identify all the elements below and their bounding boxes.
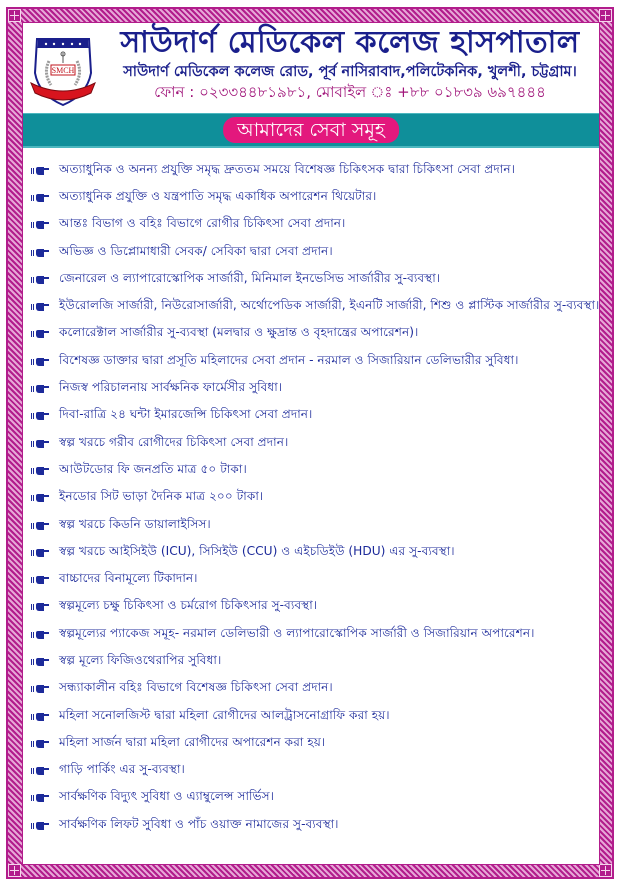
service-item: মহিলা সনোলজিস্ট দ্বারা মহিলা রোগীদের আলট্রাসনোগ্রাফি করা হয়। xyxy=(23,703,599,730)
section-heading-band xyxy=(23,113,599,148)
service-item: স্বল্প খরচে আইসিইউ (ICU), সিসিইউ (CCU) ও এইচডিইউ (HDU) এর সু-ব্যবস্থা। xyxy=(23,539,599,566)
hospital-name: সাউদার্ণ মেডিকেল কলেজ হাসপাতাল xyxy=(120,25,580,60)
pointing-hand-icon xyxy=(31,440,49,448)
section-heading: আমাদের সেবা সমূহ xyxy=(223,117,399,143)
pointing-hand-icon xyxy=(31,494,49,502)
pointing-hand-icon xyxy=(31,522,49,530)
header xyxy=(23,23,599,111)
pointing-hand-icon xyxy=(31,276,49,284)
pointing-hand-icon xyxy=(31,167,49,175)
pointing-hand-icon xyxy=(31,603,49,611)
pointing-hand-icon xyxy=(31,658,49,666)
service-item: বিশেষজ্ঞ ডাক্তার দ্বারা প্রসূতি মহিলাদের সেবা প্রদান - নরমাল ও সিজারিয়ান ডেলিভারীর সুবিধা। xyxy=(23,348,599,375)
pointing-hand-icon xyxy=(31,249,49,257)
service-item: স্বল্পমূল্যের প্যাকেজ সমূহ- নরমাল ডেলিভারী ও ল্যাপারোস্কোপিক সার্জারী ও সিজারিয়ান অপারেশন। xyxy=(23,621,599,648)
corner-ornament-icon xyxy=(8,9,21,22)
service-item: আন্তঃ বিভাগ ও বহিঃ বিভাগে রোগীর চিকিৎসা সেবা প্রদান। xyxy=(23,212,599,239)
svg-text:SMCH: SMCH xyxy=(51,66,75,75)
service-item: সার্বক্ষণিক লিফট সুবিধা ও পাঁচ ওয়াক্ত নামাজের সু-ব্যবস্থা। xyxy=(23,812,599,839)
corner-ornament-icon xyxy=(599,864,612,877)
corner-ornament-icon xyxy=(599,9,612,22)
service-item: বাচ্চাদের বিনামূল্যে টিকাদান। xyxy=(23,566,599,593)
pointing-hand-icon xyxy=(31,358,49,366)
service-item: সার্বক্ষণিক বিদ্যুৎ সুবিধা ও এ্যাম্বুলেন্স সার্ভিস। xyxy=(23,785,599,812)
service-item: জেনারেল ও ল্যাপারোস্কোপিক সার্জারী, মিনিমাল ইনভেসিভ সার্জারীর সু-ব্যবস্থা। xyxy=(23,266,599,293)
service-item: স্বল্প খরচে গরীব রোগীদের চিকিৎসা সেবা প্রদান। xyxy=(23,430,599,457)
service-item: স্বল্প মূল্যে ফিজিওথেরাপির সুবিধা। xyxy=(23,648,599,675)
services-list xyxy=(23,157,599,839)
service-item: সন্ধ্যাকালীন বহিঃ বিভাগে বিশেষজ্ঞ চিকিৎসা সেবা প্রদান। xyxy=(23,676,599,703)
pointing-hand-icon xyxy=(31,385,49,393)
shield-crest-icon xyxy=(29,33,97,107)
pointing-hand-icon xyxy=(31,794,49,802)
pointing-hand-icon xyxy=(31,576,49,584)
service-item: দিবা-রাত্রি ২৪ ঘন্টা ইমারজেন্সি চিকিৎসা সেবা প্রদান। xyxy=(23,403,599,430)
contact-phone: ফোন : ০২৩৩৪৪৮১৯৮১, মোবাইল ঃ +৮৮ ০১৮৩৯ ৬৯৭৪৪৪ xyxy=(154,83,546,101)
pointing-hand-icon xyxy=(31,303,49,311)
pointing-hand-icon xyxy=(31,412,49,420)
service-item: অভিজ্ঞ ও ডিপ্লোমাধারী সেবক/ সেবিকা দ্বারা সেবা প্রদান। xyxy=(23,239,599,266)
pointing-hand-icon xyxy=(31,221,49,229)
service-item: স্বল্প খরচে কিডনি ডায়ালাইসিস। xyxy=(23,512,599,539)
service-item: মহিলা সার্জন দ্বারা মহিলা রোগীদের অপারেশন করা হয়। xyxy=(23,730,599,757)
service-item: অত্যাধুনিক প্রযুক্তি ও যন্ত্রপাতি সমৃদ্ধ একাধিক অপারেশন থিয়েটার। xyxy=(23,184,599,211)
service-item: আউটডোর ফি জনপ্রতি মাত্র ৫০ টাকা। xyxy=(23,457,599,484)
pointing-hand-icon xyxy=(31,549,49,557)
pointing-hand-icon xyxy=(31,467,49,475)
pointing-hand-icon xyxy=(31,713,49,721)
flyer-page xyxy=(22,22,600,865)
pointing-hand-icon xyxy=(31,631,49,639)
pointing-hand-icon xyxy=(31,740,49,748)
service-item: ইনডোর সিট ভাড়া দৈনিক মাত্র ২০০ টাকা। xyxy=(23,485,599,512)
pointing-hand-icon xyxy=(31,767,49,775)
pointing-hand-icon xyxy=(31,822,49,830)
service-item: অত্যাধুনিক ও অনন্য প্রযুক্তি সমৃদ্ধ দ্রুততম সময়ে বিশেষজ্ঞ চিকিৎসক দ্বারা চিকিৎসা সেবা প্রদান। xyxy=(23,157,599,184)
pointing-hand-icon xyxy=(31,685,49,693)
service-item: নিজস্ব পরিচালনায় সার্বক্ষনিক ফার্মেসীর সুবিধা। xyxy=(23,375,599,402)
service-item: ইউরোলজি সার্জারী, নিউরোসার্জারী, অর্থোপেডিক সার্জারী, ইএনটি সার্জারী, শিশু ও প্লাস্টিক সার্জারীর সু-ব্যবস্থা। xyxy=(23,293,599,320)
pointing-hand-icon xyxy=(31,330,49,338)
hospital-address: সাউদার্ণ মেডিকেল কলেজ রোড, পূর্ব নাসিরাবাদ,পলিটেকনিক, খুলশী, চট্টগ্রাম। xyxy=(123,64,577,80)
service-item: কলোরেক্টাল সার্জারীর সু-ব্যবস্থা (মলদ্বার ও ক্ষুদ্রান্ত ও বৃহদান্ত্রের অপারেশন)। xyxy=(23,321,599,348)
service-item: গাড়ি পার্কিং এর সু-ব্যবস্থা। xyxy=(23,758,599,785)
service-item: স্বল্পমূল্যে চক্ষু চিকিৎসা ও চর্মরোগ চিকিৎসার সু-ব্যবস্থা। xyxy=(23,594,599,621)
corner-ornament-icon xyxy=(8,864,21,877)
pointing-hand-icon xyxy=(31,194,49,202)
